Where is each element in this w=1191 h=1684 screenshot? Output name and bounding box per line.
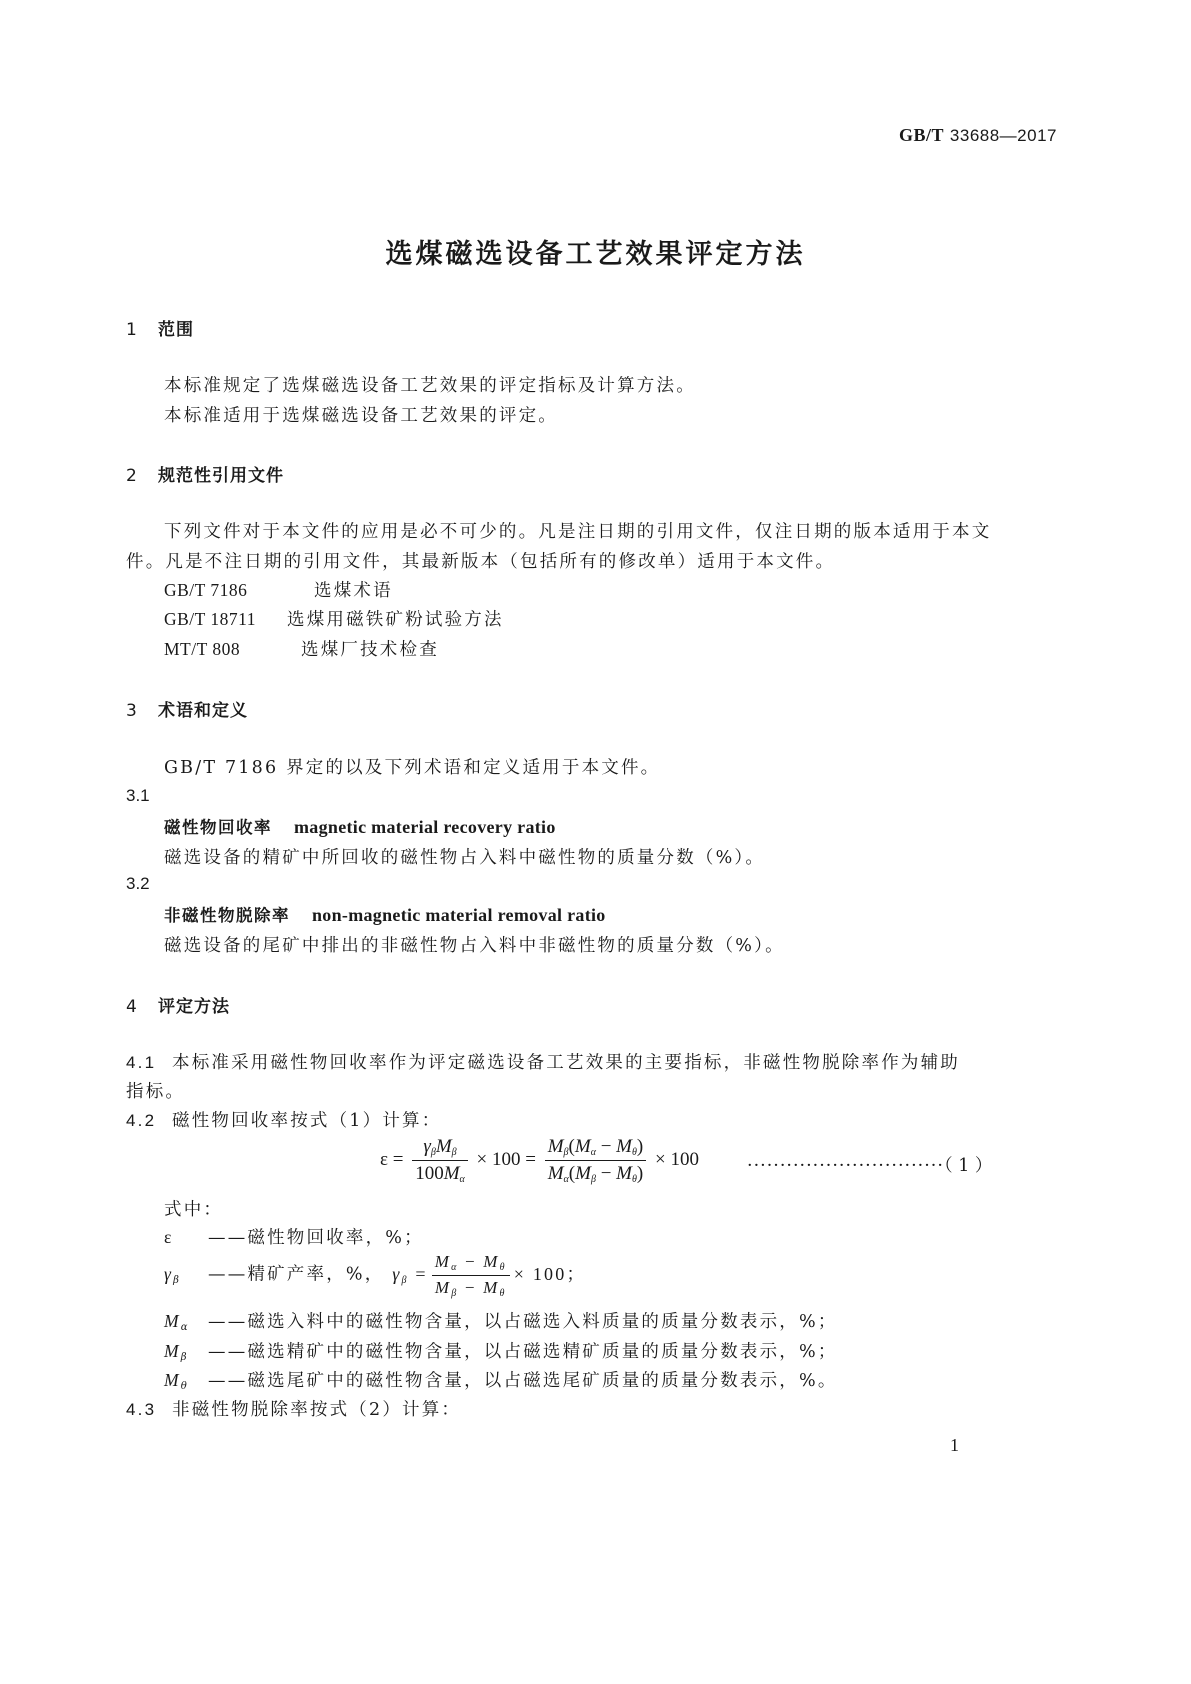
- standard-code-number: 33688—2017: [949, 126, 1057, 145]
- definition-m-beta: $M_\beta$ ——磁选精矿中的磁性物含量，以占磁选精矿质量的质量分数表示，%；: [164, 1341, 838, 1363]
- reference-item: GB/T 7186 选煤术语: [164, 580, 393, 601]
- section-1-paragraph-2: 本标准适用于选煤磁选设备工艺效果的评定。: [164, 406, 558, 426]
- term-3-1-number: 3.1: [126, 786, 150, 805]
- term-3-1-definition: 磁选设备的精矿中所回收的磁性物占入料中磁性物的质量分数（%）。: [164, 848, 766, 868]
- term-3-2-number: 3.2: [126, 874, 150, 893]
- term-3-2-definition: 磁选设备的尾矿中排出的非磁性物占入料中非磁性物的质量分数（%）。: [164, 936, 785, 956]
- clause-4-3: 4.3 非磁性物脱除率按式（2）计算：: [126, 1400, 462, 1420]
- definition-m-alpha: $M_\alpha$ ——磁选入料中的磁性物含量，以占磁选入料质量的质量分数表示，%；: [164, 1311, 838, 1333]
- term-3-1-heading: 磁性物回收率 magnetic material recovery ratio: [164, 817, 556, 837]
- equation-1-number: ······························（ 1 ）: [747, 1156, 993, 1176]
- page-number: 1: [950, 1435, 959, 1455]
- definition-m-theta: $M_\theta$ ——磁选尾矿中的磁性物含量，以占磁选尾矿质量的质量分数表示，%。: [164, 1370, 838, 1392]
- reference-item: GB/T 18711 选煤用磁铁矿粉试验方法: [164, 609, 504, 630]
- where-label: 式中：: [164, 1200, 224, 1220]
- section-2-heading: 2 规范性引用文件: [126, 466, 284, 486]
- section-1-heading: 1 范围: [126, 320, 194, 340]
- definition-gamma: $\gamma_\beta$ ——精矿产率，%， $\gamma_\beta$ = $\frac{M_\alpha - M_\theta}{M_\beta - M_\theta}$ × 100；: [164, 1252, 587, 1299]
- section-2-paragraph-line-1: 下列文件对于本文件的应用是必不可少的。凡是注日期的引用文件，仅注日期的版本适用于本文: [164, 522, 992, 542]
- reference-item: MT/T 808 选煤厂技术检查: [164, 639, 439, 660]
- section-1-paragraph-1: 本标准规定了选煤磁选设备工艺效果的评定指标及计算方法。: [164, 376, 696, 396]
- definition-epsilon: ε ——磁性物回收率，%；: [164, 1227, 424, 1248]
- section-3-heading: 3 术语和定义: [126, 701, 248, 721]
- equation-1: ε = $\frac{\gamma_\beta M_\beta}{100M_\alpha}$ × 100 = $\frac{M_\beta(M_\alpha - M_\theta)}{M_\alpha(M_\beta - M_\theta)}$ × 100: [380, 1136, 699, 1185]
- section-2-paragraph-line-2: 件。凡是不注日期的引用文件，其最新版本（包括所有的修改单）适用于本文件。: [126, 552, 836, 572]
- section-4-heading: 4 评定方法: [126, 997, 230, 1017]
- section-3-paragraph: GB/T 7186 界定的以及下列术语和定义适用于本文件。: [164, 758, 661, 778]
- clause-4-1-line-2: 指标。: [126, 1082, 186, 1102]
- standard-code-prefix: GB/T: [898, 125, 944, 145]
- document-title: 选煤磁选设备工艺效果评定方法: [385, 239, 806, 270]
- term-3-2-heading: 非磁性物脱除率 non-magnetic material removal ratio: [164, 905, 606, 925]
- clause-4-1-line-1: 4.1 本标准采用磁性物回收率作为评定磁选设备工艺效果的主要指标，非磁性物脱除率作为辅助: [126, 1053, 960, 1073]
- clause-4-2: 4.2 磁性物回收率按式（1）计算：: [126, 1111, 442, 1131]
- standard-code: [899, 125, 1057, 146]
